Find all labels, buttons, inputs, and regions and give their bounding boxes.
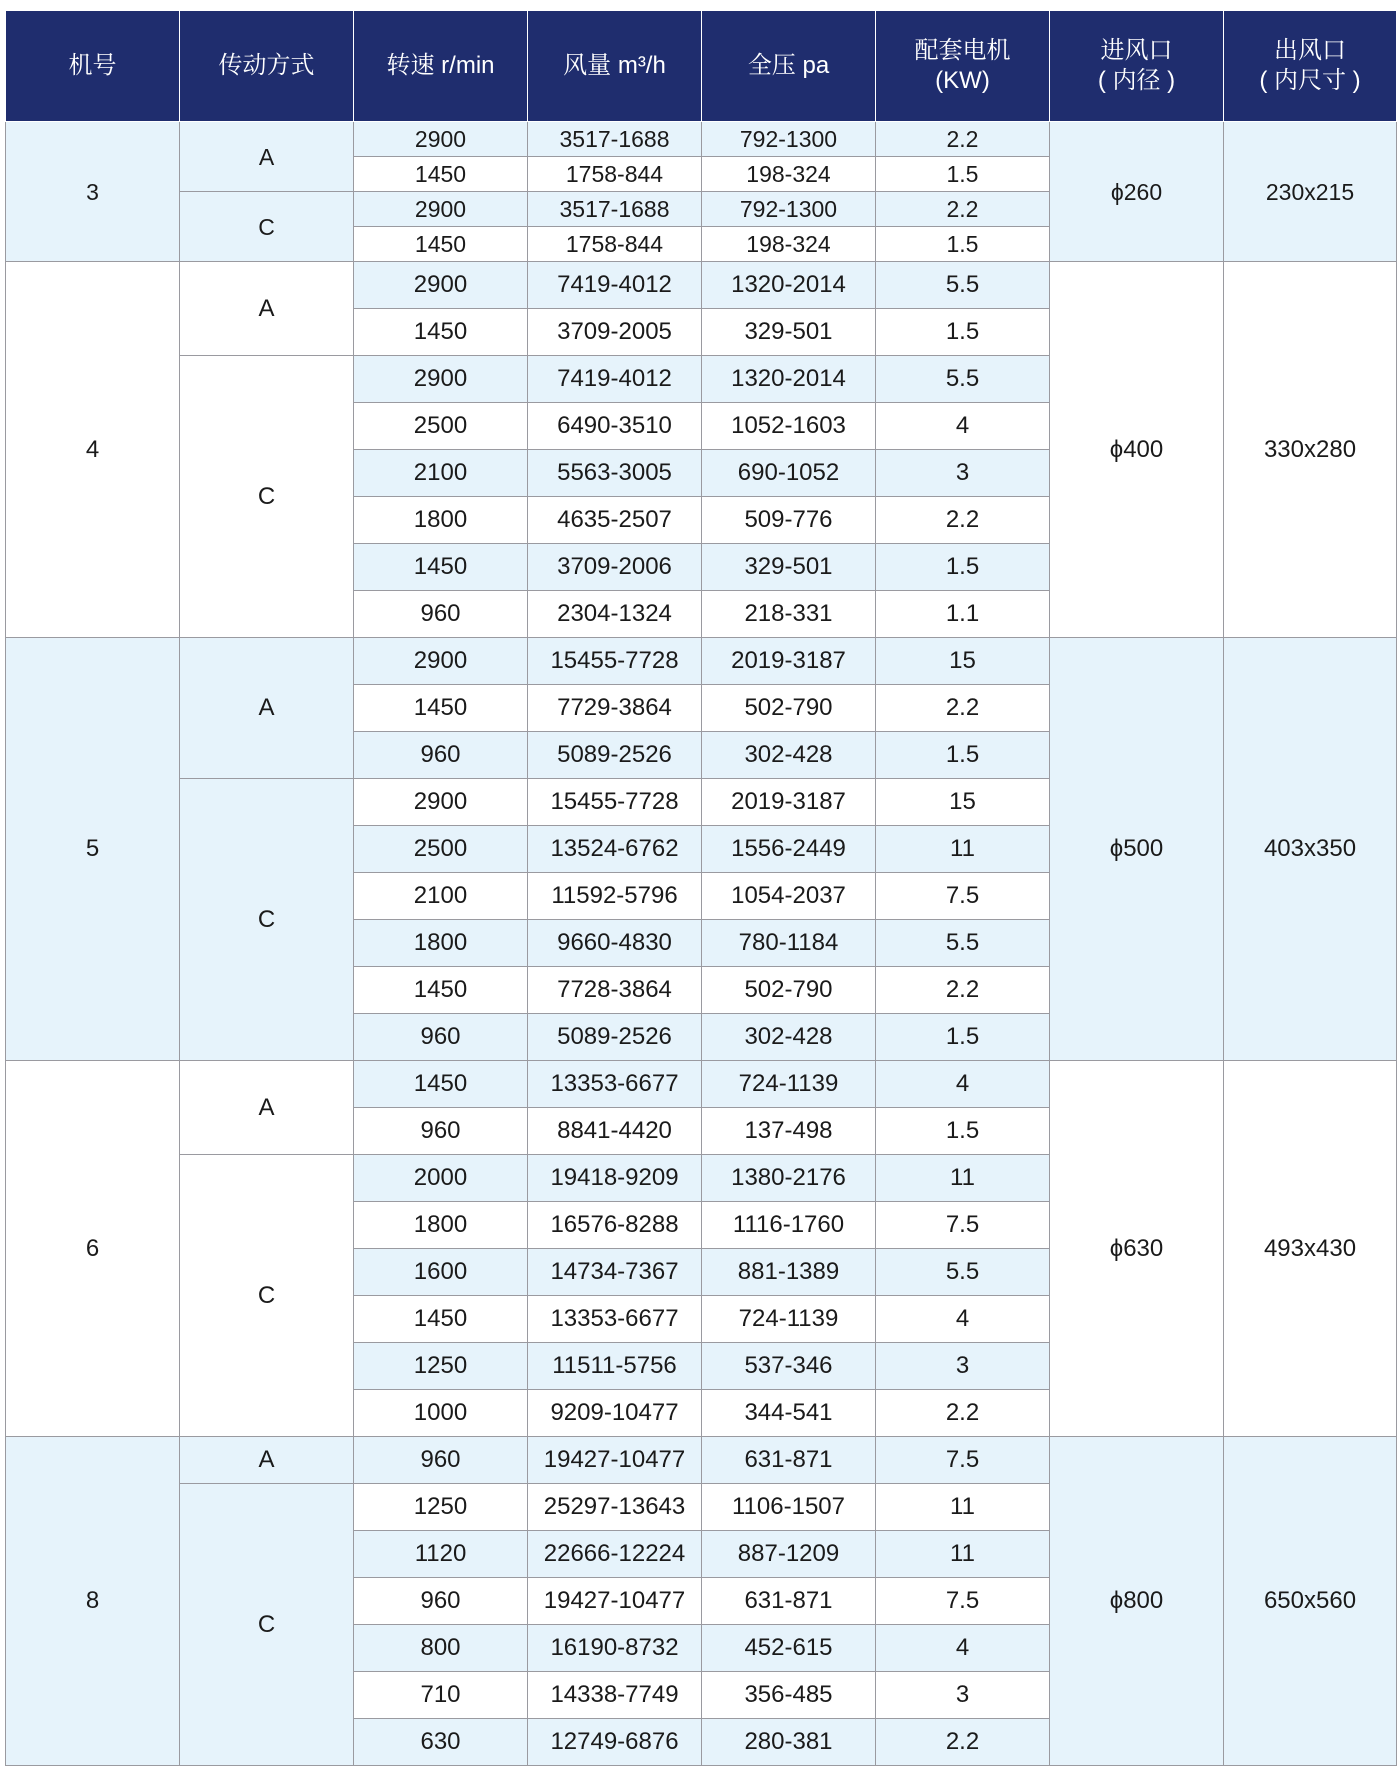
pressure-cell: 780-1184 bbox=[702, 920, 876, 967]
air-flow-cell: 14734-7367 bbox=[528, 1249, 702, 1296]
pressure-cell: 1380-2176 bbox=[702, 1155, 876, 1202]
speed-cell: 1000 bbox=[354, 1390, 528, 1437]
speed-cell: 960 bbox=[354, 1108, 528, 1155]
air-flow-cell: 13353-6677 bbox=[528, 1296, 702, 1343]
pressure-cell: 792-1300 bbox=[702, 122, 876, 157]
drive-type-cell: A bbox=[180, 122, 354, 192]
inlet-size-cell: ϕ400 bbox=[1050, 262, 1224, 638]
speed-cell: 710 bbox=[354, 1672, 528, 1719]
motor-power-cell: 1.5 bbox=[876, 227, 1050, 262]
pressure-cell: 356-485 bbox=[702, 1672, 876, 1719]
inlet-size-cell: ϕ800 bbox=[1050, 1437, 1224, 1766]
drive-type-cell: C bbox=[180, 1155, 354, 1437]
speed-cell: 1450 bbox=[354, 967, 528, 1014]
table-header-row bbox=[6, 11, 1397, 122]
motor-power-cell: 2.2 bbox=[876, 1390, 1050, 1437]
header-model: 机号 bbox=[6, 11, 180, 122]
pressure-cell: 1106-1507 bbox=[702, 1484, 876, 1531]
speed-cell: 960 bbox=[354, 591, 528, 638]
motor-power-cell: 2.2 bbox=[876, 122, 1050, 157]
pressure-cell: 631-871 bbox=[702, 1578, 876, 1625]
pressure-cell: 198-324 bbox=[702, 157, 876, 192]
air-flow-cell: 3709-2005 bbox=[528, 309, 702, 356]
air-flow-cell: 5563-3005 bbox=[528, 450, 702, 497]
spec-table-container bbox=[5, 10, 1396, 1755]
motor-power-cell: 2.2 bbox=[876, 685, 1050, 732]
air-flow-cell: 15455-7728 bbox=[528, 638, 702, 685]
drive-type-cell: A bbox=[180, 262, 354, 356]
outlet-size-cell: 493x430 bbox=[1224, 1061, 1397, 1437]
air-flow-cell: 9209-10477 bbox=[528, 1390, 702, 1437]
air-flow-cell: 4635-2507 bbox=[528, 497, 702, 544]
motor-power-cell: 2.2 bbox=[876, 497, 1050, 544]
table-row bbox=[6, 638, 1397, 685]
air-flow-cell: 9660-4830 bbox=[528, 920, 702, 967]
motor-power-cell: 3 bbox=[876, 450, 1050, 497]
pressure-cell: 2019-3187 bbox=[702, 779, 876, 826]
pressure-cell: 280-381 bbox=[702, 1719, 876, 1766]
motor-power-cell: 3 bbox=[876, 1343, 1050, 1390]
speed-cell: 2900 bbox=[354, 262, 528, 309]
speed-cell: 960 bbox=[354, 732, 528, 779]
table-row bbox=[6, 262, 1397, 309]
drive-type-cell: A bbox=[180, 1061, 354, 1155]
model-number-cell: 3 bbox=[6, 122, 180, 262]
motor-power-cell: 15 bbox=[876, 779, 1050, 826]
air-flow-cell: 8841-4420 bbox=[528, 1108, 702, 1155]
table-row bbox=[6, 1437, 1397, 1484]
drive-type-cell: C bbox=[180, 1484, 354, 1766]
pressure-cell: 724-1139 bbox=[702, 1061, 876, 1108]
outlet-size-cell: 650x560 bbox=[1224, 1437, 1397, 1766]
pressure-cell: 344-541 bbox=[702, 1390, 876, 1437]
motor-power-cell: 4 bbox=[876, 1061, 1050, 1108]
motor-power-cell: 11 bbox=[876, 1155, 1050, 1202]
drive-type-cell: A bbox=[180, 638, 354, 779]
speed-cell: 2000 bbox=[354, 1155, 528, 1202]
motor-power-cell: 1.5 bbox=[876, 1014, 1050, 1061]
pressure-cell: 198-324 bbox=[702, 227, 876, 262]
pressure-cell: 302-428 bbox=[702, 1014, 876, 1061]
air-flow-cell: 5089-2526 bbox=[528, 1014, 702, 1061]
header-motor-power: 配套电机 (KW) bbox=[876, 11, 1050, 122]
pressure-cell: 509-776 bbox=[702, 497, 876, 544]
header-total-pressure: 全压 pa bbox=[702, 11, 876, 122]
motor-power-cell: 1.5 bbox=[876, 732, 1050, 779]
speed-cell: 2900 bbox=[354, 192, 528, 227]
drive-type-cell: C bbox=[180, 356, 354, 638]
air-flow-cell: 19427-10477 bbox=[528, 1578, 702, 1625]
air-flow-cell: 7419-4012 bbox=[528, 356, 702, 403]
speed-cell: 1450 bbox=[354, 544, 528, 591]
speed-cell: 960 bbox=[354, 1437, 528, 1484]
pressure-cell: 1054-2037 bbox=[702, 873, 876, 920]
air-flow-cell: 7728-3864 bbox=[528, 967, 702, 1014]
speed-cell: 960 bbox=[354, 1014, 528, 1061]
air-flow-cell: 13524-6762 bbox=[528, 826, 702, 873]
air-flow-cell: 5089-2526 bbox=[528, 732, 702, 779]
pressure-cell: 502-790 bbox=[702, 967, 876, 1014]
motor-power-cell: 11 bbox=[876, 826, 1050, 873]
air-flow-cell: 15455-7728 bbox=[528, 779, 702, 826]
inlet-size-cell: ϕ500 bbox=[1050, 638, 1224, 1061]
speed-cell: 1800 bbox=[354, 1202, 528, 1249]
air-flow-cell: 7419-4012 bbox=[528, 262, 702, 309]
pressure-cell: 137-498 bbox=[702, 1108, 876, 1155]
motor-power-cell: 7.5 bbox=[876, 1437, 1050, 1484]
table-row bbox=[6, 122, 1397, 157]
air-flow-cell: 3517-1688 bbox=[528, 192, 702, 227]
model-number-cell: 4 bbox=[6, 262, 180, 638]
speed-cell: 2900 bbox=[354, 779, 528, 826]
model-number-cell: 8 bbox=[6, 1437, 180, 1766]
drive-type-cell: C bbox=[180, 192, 354, 262]
speed-cell: 1450 bbox=[354, 157, 528, 192]
speed-cell: 800 bbox=[354, 1625, 528, 1672]
header-drive-type: 传动方式 bbox=[180, 11, 354, 122]
air-flow-cell: 3517-1688 bbox=[528, 122, 702, 157]
air-flow-cell: 6490-3510 bbox=[528, 403, 702, 450]
motor-power-cell: 3 bbox=[876, 1672, 1050, 1719]
pressure-cell: 329-501 bbox=[702, 309, 876, 356]
motor-power-cell: 1.5 bbox=[876, 544, 1050, 591]
motor-power-cell: 15 bbox=[876, 638, 1050, 685]
header-outlet: 出风口 ( 内尺寸 ) bbox=[1224, 11, 1397, 122]
inlet-size-cell: ϕ630 bbox=[1050, 1061, 1224, 1437]
pressure-cell: 2019-3187 bbox=[702, 638, 876, 685]
header-speed: 转速 r/min bbox=[354, 11, 528, 122]
speed-cell: 1120 bbox=[354, 1531, 528, 1578]
speed-cell: 1600 bbox=[354, 1249, 528, 1296]
air-flow-cell: 16576-8288 bbox=[528, 1202, 702, 1249]
pressure-cell: 887-1209 bbox=[702, 1531, 876, 1578]
air-flow-cell: 19418-9209 bbox=[528, 1155, 702, 1202]
model-number-cell: 6 bbox=[6, 1061, 180, 1437]
motor-power-cell: 1.1 bbox=[876, 591, 1050, 638]
air-flow-cell: 1758-844 bbox=[528, 157, 702, 192]
speed-cell: 1450 bbox=[354, 309, 528, 356]
motor-power-cell: 4 bbox=[876, 1625, 1050, 1672]
motor-power-cell: 11 bbox=[876, 1484, 1050, 1531]
speed-cell: 2900 bbox=[354, 122, 528, 157]
fan-spec-table bbox=[5, 10, 1397, 1766]
header-air-flow: 风量 m³/h bbox=[528, 11, 702, 122]
speed-cell: 2500 bbox=[354, 826, 528, 873]
speed-cell: 1800 bbox=[354, 497, 528, 544]
speed-cell: 2100 bbox=[354, 450, 528, 497]
motor-power-cell: 7.5 bbox=[876, 1578, 1050, 1625]
air-flow-cell: 25297-13643 bbox=[528, 1484, 702, 1531]
speed-cell: 2500 bbox=[354, 403, 528, 450]
pressure-cell: 502-790 bbox=[702, 685, 876, 732]
drive-type-cell: C bbox=[180, 779, 354, 1061]
speed-cell: 630 bbox=[354, 1719, 528, 1766]
outlet-size-cell: 330x280 bbox=[1224, 262, 1397, 638]
pressure-cell: 537-346 bbox=[702, 1343, 876, 1390]
pressure-cell: 218-331 bbox=[702, 591, 876, 638]
pressure-cell: 452-615 bbox=[702, 1625, 876, 1672]
air-flow-cell: 12749-6876 bbox=[528, 1719, 702, 1766]
motor-power-cell: 7.5 bbox=[876, 1202, 1050, 1249]
motor-power-cell: 1.5 bbox=[876, 1108, 1050, 1155]
air-flow-cell: 2304-1324 bbox=[528, 591, 702, 638]
motor-power-cell: 1.5 bbox=[876, 309, 1050, 356]
pressure-cell: 1116-1760 bbox=[702, 1202, 876, 1249]
air-flow-cell: 11592-5796 bbox=[528, 873, 702, 920]
motor-power-cell: 2.2 bbox=[876, 967, 1050, 1014]
motor-power-cell: 5.5 bbox=[876, 1249, 1050, 1296]
outlet-size-cell: 230x215 bbox=[1224, 122, 1397, 262]
motor-power-cell: 5.5 bbox=[876, 920, 1050, 967]
motor-power-cell: 4 bbox=[876, 403, 1050, 450]
motor-power-cell: 5.5 bbox=[876, 356, 1050, 403]
speed-cell: 1450 bbox=[354, 1296, 528, 1343]
outlet-size-cell: 403x350 bbox=[1224, 638, 1397, 1061]
pressure-cell: 329-501 bbox=[702, 544, 876, 591]
air-flow-cell: 7729-3864 bbox=[528, 685, 702, 732]
motor-power-cell: 2.2 bbox=[876, 1719, 1050, 1766]
air-flow-cell: 1758-844 bbox=[528, 227, 702, 262]
motor-power-cell: 5.5 bbox=[876, 262, 1050, 309]
speed-cell: 1450 bbox=[354, 1061, 528, 1108]
speed-cell: 1250 bbox=[354, 1343, 528, 1390]
pressure-cell: 690-1052 bbox=[702, 450, 876, 497]
drive-type-cell: A bbox=[180, 1437, 354, 1484]
air-flow-cell: 22666-12224 bbox=[528, 1531, 702, 1578]
motor-power-cell: 2.2 bbox=[876, 192, 1050, 227]
speed-cell: 2900 bbox=[354, 356, 528, 403]
header-inlet: 进风口 ( 内径 ) bbox=[1050, 11, 1224, 122]
air-flow-cell: 19427-10477 bbox=[528, 1437, 702, 1484]
speed-cell: 1450 bbox=[354, 685, 528, 732]
inlet-size-cell: ϕ260 bbox=[1050, 122, 1224, 262]
speed-cell: 1250 bbox=[354, 1484, 528, 1531]
air-flow-cell: 11511-5756 bbox=[528, 1343, 702, 1390]
motor-power-cell: 1.5 bbox=[876, 157, 1050, 192]
speed-cell: 2100 bbox=[354, 873, 528, 920]
speed-cell: 960 bbox=[354, 1578, 528, 1625]
pressure-cell: 1556-2449 bbox=[702, 826, 876, 873]
air-flow-cell: 13353-6677 bbox=[528, 1061, 702, 1108]
speed-cell: 1800 bbox=[354, 920, 528, 967]
table-body bbox=[6, 122, 1397, 1766]
pressure-cell: 631-871 bbox=[702, 1437, 876, 1484]
air-flow-cell: 16190-8732 bbox=[528, 1625, 702, 1672]
motor-power-cell: 4 bbox=[876, 1296, 1050, 1343]
pressure-cell: 1052-1603 bbox=[702, 403, 876, 450]
speed-cell: 1450 bbox=[354, 227, 528, 262]
pressure-cell: 724-1139 bbox=[702, 1296, 876, 1343]
table-row bbox=[6, 1061, 1397, 1108]
motor-power-cell: 7.5 bbox=[876, 873, 1050, 920]
pressure-cell: 792-1300 bbox=[702, 192, 876, 227]
pressure-cell: 881-1389 bbox=[702, 1249, 876, 1296]
motor-power-cell: 11 bbox=[876, 1531, 1050, 1578]
pressure-cell: 1320-2014 bbox=[702, 262, 876, 309]
speed-cell: 2900 bbox=[354, 638, 528, 685]
model-number-cell: 5 bbox=[6, 638, 180, 1061]
pressure-cell: 1320-2014 bbox=[702, 356, 876, 403]
pressure-cell: 302-428 bbox=[702, 732, 876, 779]
air-flow-cell: 14338-7749 bbox=[528, 1672, 702, 1719]
air-flow-cell: 3709-2006 bbox=[528, 544, 702, 591]
